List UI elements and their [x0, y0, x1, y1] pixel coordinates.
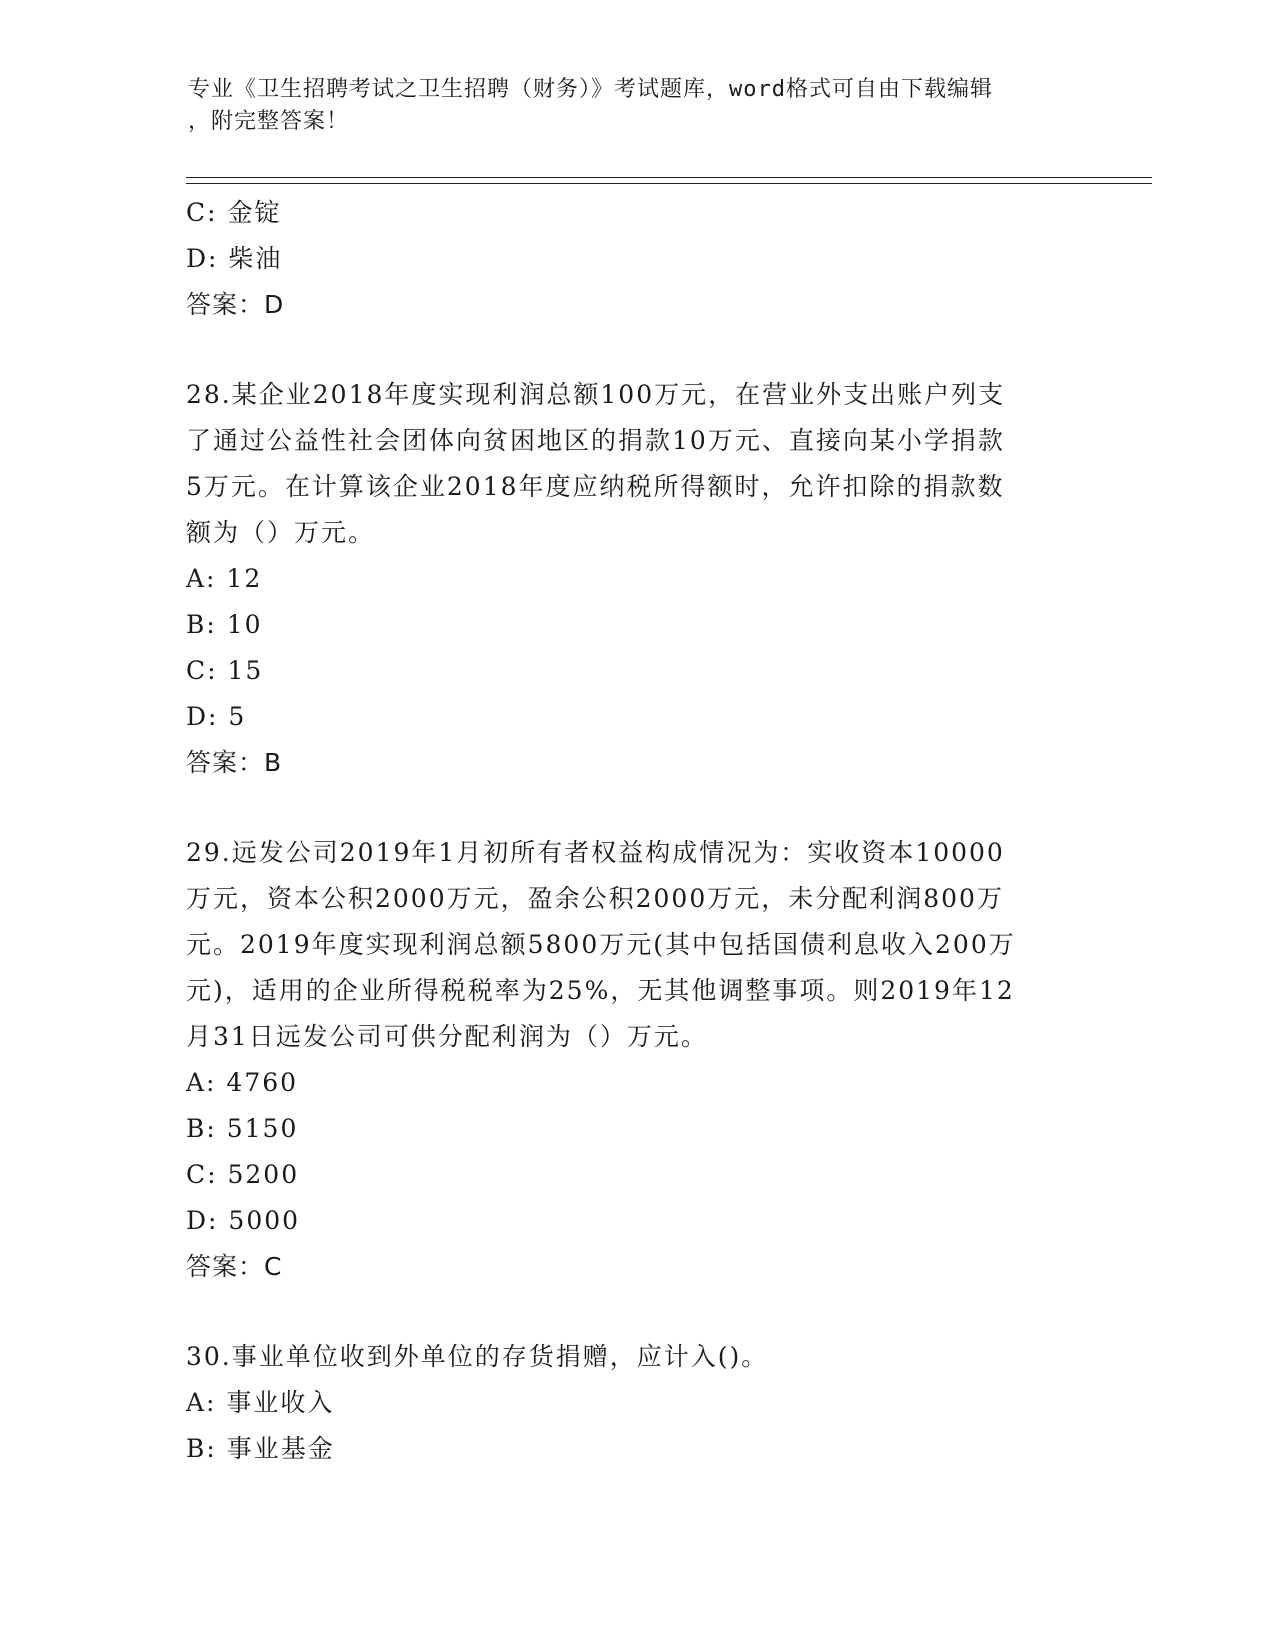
q30-option-a: A: 事业收入: [186, 1388, 335, 1417]
q28-option-c: C: 15: [186, 656, 264, 685]
q29-option-d: D: 5000: [186, 1206, 301, 1235]
q28-stem-line-1: 28.某企业2018年度实现利润总额100万元，在营业外支出账户列支: [186, 380, 1006, 409]
header-divider-bottom: [186, 183, 1152, 184]
spacer: [186, 328, 1066, 372]
q29-option-b: B: 5150: [186, 1114, 299, 1143]
q29-option-c: C: 5200: [186, 1160, 300, 1189]
q29-stem-line-3: 元。2019年度实现利润总额5800万元(其中包括国债利息收入200万: [186, 930, 1016, 959]
spacer: [186, 1290, 1066, 1334]
q28-answer: 答案：B: [186, 748, 283, 777]
q30-option-b: B: 事业基金: [186, 1434, 335, 1463]
q27-option-d: D: 柴油: [186, 244, 283, 273]
q29-stem-line-4: 元)，适用的企业所得税税率为25%，无其他调整事项。则2019年12: [186, 976, 1015, 1005]
q27-option-c: C: 金锭: [186, 198, 282, 227]
q28-stem-line-3: 5万元。在计算该企业2018年度应纳税所得额时，允许扣除的捐款数: [186, 472, 1005, 501]
q28-stem-line-2: 了通过公益性社会团体向贫困地区的捐款10万元、直接向某小学捐款: [186, 426, 1005, 455]
q28-option-a: A: 12: [186, 564, 263, 593]
q29-option-a: A: 4760: [186, 1068, 299, 1097]
header-line-2: ，附完整答案！: [188, 109, 350, 134]
document-body: [186, 190, 1066, 1472]
header-line-1: 专业《卫生招聘考试之卫生招聘（财务）》考试题库，word格式可自由下载编辑: [188, 77, 993, 102]
q28-option-b: B: 10: [186, 610, 263, 639]
question-29: [186, 830, 1066, 1290]
q29-stem-line-5: 月31日远发公司可供分配利润为（）万元。: [186, 1022, 708, 1051]
q30-stem-line-1: 30.事业单位收到外单位的存货捐赠，应计入()。: [186, 1342, 769, 1371]
spacer: [186, 786, 1066, 830]
q29-answer: 答案：C: [186, 1252, 283, 1281]
q29-stem-line-1: 29.远发公司2019年1月初所有者权益构成情况为：实收资本10000: [186, 838, 1005, 867]
question-28: [186, 372, 1066, 786]
q29-stem-line-2: 万元，资本公积2000万元，盈余公积2000万元，未分配利润800万: [186, 884, 1004, 913]
header-divider-top: [186, 177, 1152, 178]
question-27-tail: [186, 190, 1066, 328]
question-30: [186, 1334, 1066, 1472]
q27-answer: 答案：D: [186, 290, 285, 319]
q28-stem-line-4: 额为（）万元。: [186, 518, 376, 547]
q28-option-d: D: 5: [186, 702, 247, 731]
document-header: [188, 74, 1068, 138]
